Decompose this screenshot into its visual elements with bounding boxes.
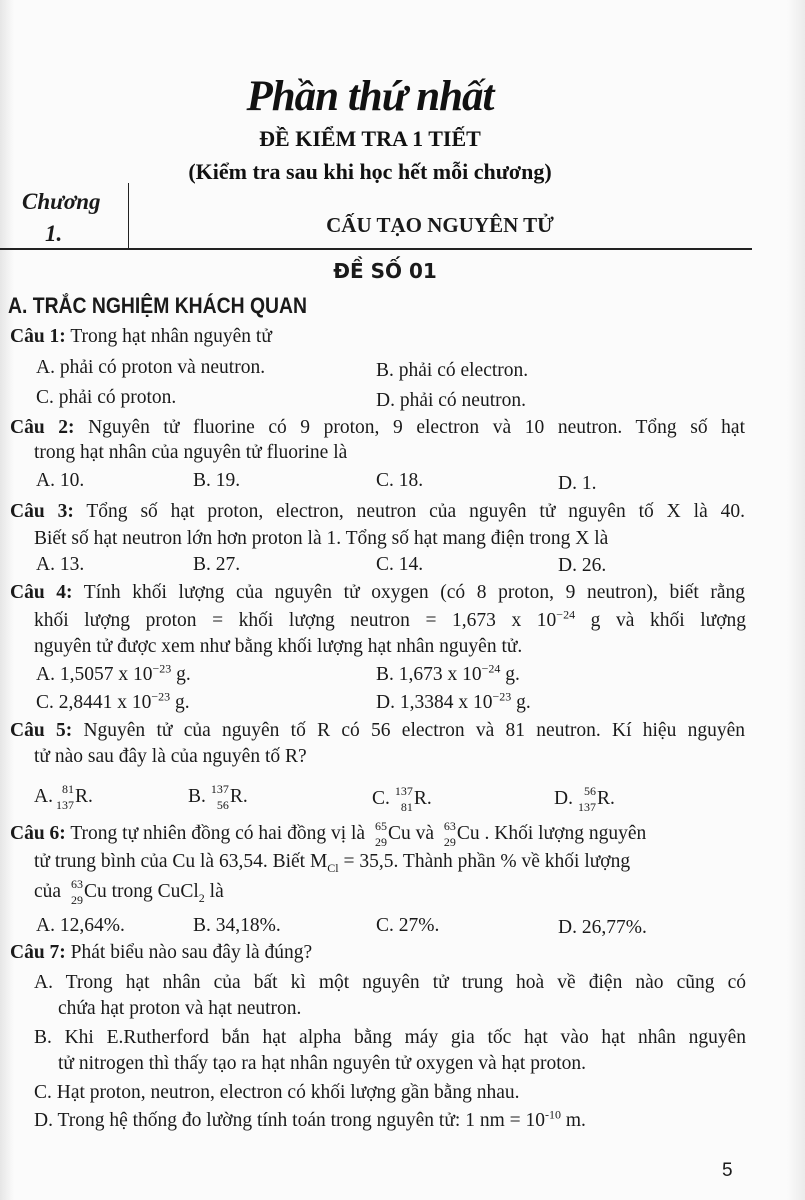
element-symbol: R [413,788,427,809]
question-3 [10,499,745,525]
test-subtitle: (Kiểm tra sau khi học hết mỗi chương) [188,159,552,184]
option-b [188,782,248,810]
option-letter: D. [554,788,573,809]
text: khối lượng proton = khối lượng neutron = 1,673 x 10 [34,610,557,631]
option-letter: A. [34,786,53,807]
question-6-line2 [34,849,746,875]
option-a: A. 13. [36,554,85,575]
text: là [204,881,224,902]
atomic-number: 56 [216,798,229,812]
question-4 [10,580,745,606]
mass-number: 63 [70,877,83,891]
option-d: D. 26,77%. [558,917,647,938]
text: g và khối lượng [575,610,747,631]
question-5-line2: tử nào sau đây là của nguyên tố R? [34,746,307,767]
atomic-number: 29 [70,893,83,907]
option-c: C. Hạt proton, neutron, electron có khối lượng gần bằng nhau. [34,1082,520,1103]
chapter-label-cell [0,183,129,248]
text: C. 2,8441 x 10 [36,692,152,713]
option-c [36,690,190,716]
option-a [36,662,191,688]
element-symbol: R [74,786,88,807]
question-3-line2: Biết số hạt neutron lớn hơn proton là 1. Tổng số hạt mang điện trong X là [34,528,609,549]
question-4-line2 [34,608,746,634]
text: . Khối lượng nguyên [479,823,647,844]
option-a-line1: A. Trong hạt nhân của bất kì một nguyên tử trung hoà về điện nào cũng có [34,972,746,993]
question-2 [10,415,745,441]
text: g. [500,664,520,685]
option-d [34,1108,586,1134]
mass-number: 137 [394,784,413,798]
mass-number: 56 [583,784,596,798]
subscript: 2 [198,890,205,905]
option-b: B. phải có electron. [376,360,529,381]
mass-number: 63 [443,819,456,833]
question-2-line2: trong hạt nhân của nguyên tử fluorine là [34,442,348,463]
question-label: Câu 2: [10,417,75,438]
option-letter: C. [372,788,390,809]
part-title: Phần thứ nhất [246,73,494,120]
mass-number: 137 [210,782,229,796]
option-b: B. 34,18%. [193,915,281,936]
text: B. 1,673 x 10 [376,664,482,685]
option-b: B. 19. [193,470,241,491]
option-d [376,690,531,716]
end: . [609,788,615,809]
exponent: -10 [545,1107,561,1122]
option-c: C. 14. [376,554,424,575]
chapter-title: CẤU TẠO NGUYÊN TỬ [326,213,554,237]
text: A. 1,5057 x 10 [36,664,153,685]
option-b-line1: B. Khi E.Rutherford bắn hạt alpha bằng máy gia tốc hạt vào hạt nhân nguyên [34,1027,746,1048]
question-1 [10,324,745,350]
atomic-number: 81 [400,800,413,814]
option-d [554,784,615,812]
option-b-line2: tử nitrogen thì thấy tạo ra hạt nhân nguyên tử oxygen và hạt proton. [58,1053,587,1074]
text: D. Trong hệ thống đo lường tính toán trong nguyên tử: 1 nm = 10 [34,1110,545,1131]
question-label: Câu 4: [10,582,73,603]
option-d: D. phải có neutron. [376,390,527,411]
element-symbol: Cu [83,881,107,902]
end: . [242,786,248,807]
end: . [426,788,432,809]
option-c: C. phải có proton. [36,387,177,408]
element-symbol: Cu [387,823,411,844]
option-a: A. 10. [36,470,85,491]
option-a: A. phải có proton và neutron. [36,357,266,378]
question-label: Câu 1: [10,326,66,347]
option-b: B. 27. [193,554,241,575]
element-symbol: R [596,788,610,809]
text: tử trung bình của Cu là 63,54. Biết M [34,851,328,872]
text: g. [511,692,531,713]
exponent: −24 [556,607,576,622]
page-number: 5 [722,1160,733,1181]
option-a-line2: chứa hạt proton và hạt neutron. [58,998,302,1019]
element-symbol: R [229,786,243,807]
question-6-line3 [34,877,746,905]
option-c [372,784,432,812]
atomic-number: 137 [577,800,596,814]
question-4-line3: nguyên tử được xem như bằng khối lượng hạt nhân nguyên tử. [34,636,523,657]
option-b [376,662,520,688]
question-6 [10,819,745,847]
subscript: Cl [327,860,339,875]
question-label: Câu 5: [10,720,73,741]
mass-number: 65 [374,819,387,833]
question-label: Câu 3: [10,501,74,522]
end: . [87,786,93,807]
text: g. [171,664,191,685]
chapter-word: Chương [22,189,101,214]
chapter-header [0,183,752,250]
question-text-line1: Nguyên tử của nguyên tố R có 56 electron và 81 neutron. Kí hiệu nguyên [72,720,745,741]
question-7 [10,940,745,966]
exponent: −23 [151,689,171,704]
atomic-number: 137 [55,798,74,812]
question-text-line1: Tổng số hạt proton, electron, neutron của nguyên tử nguyên tố X là 40. [73,501,746,522]
question-text-line1: Nguyên tử fluorine có 9 proton, 9 electron và 10 neutron. Tổng số hạt [74,417,745,438]
text: Trong tự nhiên đồng có hai đồng vị là [65,823,370,844]
option-d: D. 26. [558,555,607,576]
text: m. [561,1110,586,1131]
element-symbol: Cu [456,823,480,844]
section-title: A. TRẮC NGHIỆM KHÁCH QUAN [8,293,307,318]
text: D. 1,3384 x 10 [376,692,493,713]
atomic-number: 29 [374,835,387,849]
exponent: −24 [481,661,501,676]
option-d: D. 1. [558,473,597,494]
exponent: −23 [152,661,172,676]
option-letter: B. [188,786,206,807]
option-c: C. 27%. [376,915,440,936]
question-text: Trong hạt nhân nguyên tử [65,326,272,347]
mass-number: 81 [61,782,74,796]
exam-number: ĐỀ SỐ 01 [333,259,437,283]
question-label: Câu 7: [10,942,66,963]
option-a: A. 12,64%. [36,915,125,936]
text: và [410,823,439,844]
text: = 35,5. Thành phần % về khối lượng [338,851,631,872]
text: trong CuCl [106,881,199,902]
exponent: −23 [492,689,512,704]
text: của [34,881,66,902]
question-text-line1: Tính khối lượng của nguyên tử oxygen (có 8 proton, 9 neutron), biết rằng [72,582,746,603]
option-c: C. 18. [376,470,424,491]
chapter-number: 1. [45,221,63,246]
question-text: Phát biểu nào sau đây là đúng? [65,942,313,963]
page-edge-shadow-right [787,0,805,1200]
question-label: Câu 6: [10,823,66,844]
text: g. [170,692,190,713]
test-title: ĐỀ KIỂM TRA 1 TIẾT [259,126,481,151]
question-5 [10,718,745,744]
option-a [34,782,93,810]
atomic-number: 29 [443,835,456,849]
